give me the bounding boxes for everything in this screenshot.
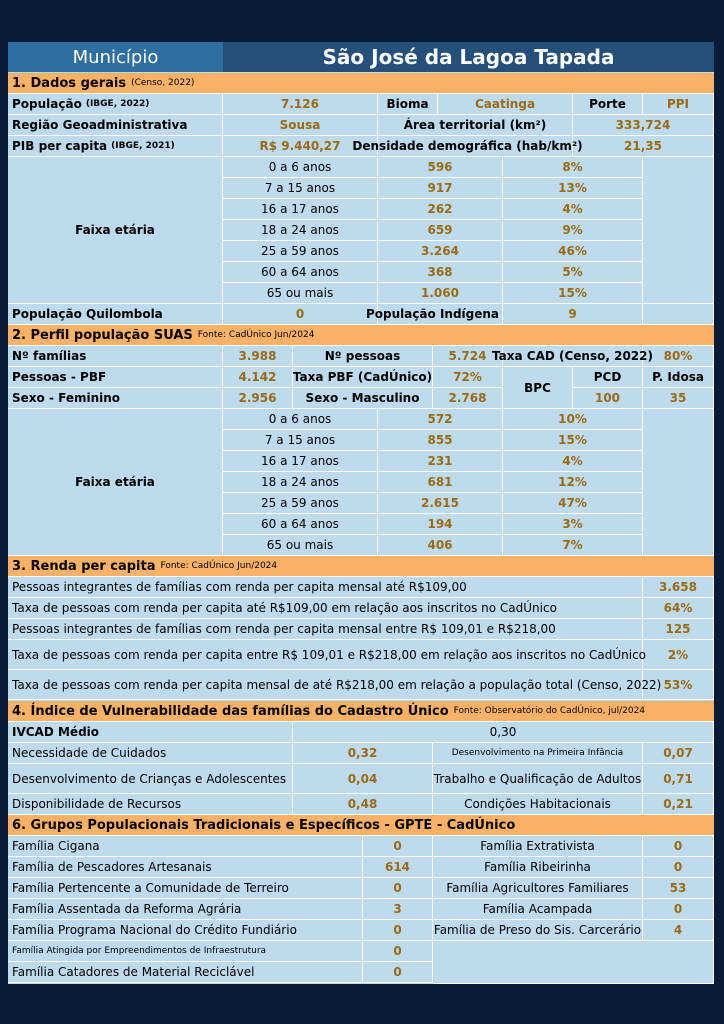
faixa-range: 16 a 17 anos [223, 451, 378, 472]
section-4-title: 4. Índice de Vulnerabilidade das famílias do Cadastro Único Fonte: Observatório do CadÚnico, jul/2024 [8, 701, 714, 722]
faixa-percent: 10% [503, 409, 643, 430]
faixa-count: 681 [378, 472, 503, 493]
regiao-value: Sousa [223, 115, 378, 136]
gpte-right-label: Família de Preso do Sis. Carcerário [433, 920, 643, 941]
municipio-label: Município [8, 42, 223, 72]
faixa-count: 596 [378, 157, 503, 178]
gpte-right-label: Família Acampada [433, 899, 643, 920]
densidade-value: 21,35 [573, 136, 714, 157]
faixa-spacer-2 [643, 409, 714, 556]
faixa-range: 60 a 64 anos [223, 262, 378, 283]
faixa-count: 231 [378, 451, 503, 472]
gpte-left-value: 0 [363, 920, 433, 941]
pessoas-label: Nº pessoas [293, 346, 433, 367]
faixa-percent: 7% [503, 535, 643, 556]
infancia-value: 0,07 [643, 743, 714, 764]
area-label: Área territorial (km²) [378, 115, 573, 136]
faixa-percent: 13% [503, 178, 643, 199]
taxa-cad-label: Taxa CAD (Censo, 2022) [503, 346, 643, 367]
densidade-label: Densidade demográfica (hab/km²) [363, 136, 573, 157]
gpte-right-value: 0 [643, 899, 714, 920]
gpte-left-label: Família Cigana [8, 836, 363, 857]
criancas-label: Desenvolvimento de Crianças e Adolescentes [8, 764, 293, 794]
gpte-left-value: 0 [363, 962, 433, 983]
section-3-title: 3. Renda per capita Fonte: CadÚnico Jun/2024 [8, 556, 714, 577]
renda-row-value: 125 [643, 619, 714, 640]
familias-label: Nº famílias [8, 346, 223, 367]
bioma-label: Bioma [378, 94, 438, 115]
gpte-left-value: 3 [363, 899, 433, 920]
faixa-range: 25 a 59 anos [223, 493, 378, 514]
gpte-left-value: 0 [363, 878, 433, 899]
feminino-value: 2.956 [223, 388, 293, 409]
faixa-range: 7 a 15 anos [223, 430, 378, 451]
faixa-percent: 15% [503, 283, 643, 304]
pidosa-label: P. Idosa [643, 367, 714, 388]
faixa-range: 18 a 24 anos [223, 472, 378, 493]
faixa-range: 65 ou mais [223, 283, 378, 304]
gpte-left-value: 0 [363, 836, 433, 857]
feminino-label: Sexo - Feminino [8, 388, 223, 409]
faixa-etaria-label-2: Faixa etária [8, 409, 223, 556]
pcd-label: PCD [573, 367, 643, 388]
gpte-right-label: Família Agricultores Familiares [433, 878, 643, 899]
faixa-count: 194 [378, 514, 503, 535]
renda-row-label: Taxa de pessoas com renda per capita até R$109,00 em relação aos inscritos no CadÚnico [8, 598, 643, 619]
faixa-range: 7 a 15 anos [223, 178, 378, 199]
trabalho-value: 0,71 [643, 764, 714, 794]
faixa-count: 2.615 [378, 493, 503, 514]
gpte-right-label: Família Extrativista [433, 836, 643, 857]
porte-label: Porte [573, 94, 643, 115]
pbf-value: 4.142 [223, 367, 293, 388]
gpte-right-value: 0 [643, 857, 714, 878]
taxa-pbf-value: 72% [433, 367, 503, 388]
faixa-percent: 3% [503, 514, 643, 535]
pidosa-value: 35 [643, 388, 714, 409]
bpc-label: BPC [503, 367, 573, 409]
faixa-count: 406 [378, 535, 503, 556]
habitacionais-value: 0,21 [643, 794, 714, 815]
faixa-percent: 46% [503, 241, 643, 262]
faixa-percent: 47% [503, 493, 643, 514]
gpte-left-label: Família Atingida por Empreendimentos de Infraestrutura [8, 941, 363, 962]
renda-row-label: Taxa de pessoas com renda per capita mensal de até R$218,00 em relação a população total (Censo, 2022) [8, 670, 643, 700]
pcd-value: 100 [573, 388, 643, 409]
section-1-title: 1. Dados gerais (Censo, 2022) [8, 73, 714, 94]
faixa-range: 60 a 64 anos [223, 514, 378, 535]
faixa-count: 855 [378, 430, 503, 451]
bioma-value: Caatinga [438, 94, 573, 115]
gpte-right-label: Família Ribeirinha [433, 857, 643, 878]
faixa-count: 917 [378, 178, 503, 199]
ivcad-value: 0,30 [293, 722, 714, 743]
infancia-label: Desenvolvimento na Primeira Infância [433, 743, 643, 764]
faixa-etaria-label: Faixa etária [8, 157, 223, 304]
faixa-count: 659 [378, 220, 503, 241]
faixa-spacer [643, 157, 714, 304]
gpte-left-label: Família Assentada da Reforma Agrária [8, 899, 363, 920]
gpte-right-value: 4 [643, 920, 714, 941]
recursos-label: Disponibilidade de Recursos [8, 794, 293, 815]
faixa-count: 262 [378, 199, 503, 220]
faixa-percent: 4% [503, 199, 643, 220]
gpte-left-label: Família Programa Nacional do Crédito Fundiário [8, 920, 363, 941]
porte-value: PPI [643, 94, 714, 115]
faixa-count: 3.264 [378, 241, 503, 262]
taxa-cad-value: 80% [643, 346, 714, 367]
indigena-label: População Indígena [363, 304, 503, 325]
gpte-left-label: Família de Pescadores Artesanais [8, 857, 363, 878]
pbf-label: Pessoas - PBF [8, 367, 223, 388]
section-2-title: 2. Perfil população SUAS Fonte: CadÚnico Jun/2024 [8, 325, 714, 346]
renda-row-value: 2% [643, 640, 714, 670]
faixa-count: 368 [378, 262, 503, 283]
faixa-range: 18 a 24 anos [223, 220, 378, 241]
empty-cell [643, 304, 714, 325]
quilombola-value: 0 [223, 304, 378, 325]
quilombola-label: População Quilombola [8, 304, 223, 325]
renda-row-label: Pessoas integrantes de famílias com renda per capita mensal até R$109,00 [8, 577, 643, 598]
renda-row-value: 3.658 [643, 577, 714, 598]
municipal-profile-sheet [8, 42, 714, 984]
renda-row-label: Taxa de pessoas com renda per capita entre R$ 109,01 e R$218,00 em relação aos inscritos no CadÚnico [8, 640, 643, 670]
pessoas-value: 5.724 [433, 346, 503, 367]
pib-value: R$ 9.440,27 [223, 136, 378, 157]
faixa-percent: 15% [503, 430, 643, 451]
habitacionais-label: Condições Habitacionais [433, 794, 643, 815]
trabalho-label: Trabalho e Qualificação de Adultos [433, 764, 643, 794]
ivcad-label: IVCAD Médio [8, 722, 293, 743]
populacao-value: 7.126 [223, 94, 378, 115]
gpte-left-value: 614 [363, 857, 433, 878]
gpte-empty-cell [433, 941, 714, 984]
masculino-value: 2.768 [433, 388, 503, 409]
masculino-label: Sexo - Masculino [293, 388, 433, 409]
gpte-right-value: 0 [643, 836, 714, 857]
faixa-percent: 5% [503, 262, 643, 283]
gpte-right-value: 53 [643, 878, 714, 899]
faixa-range: 16 a 17 anos [223, 199, 378, 220]
recursos-value: 0,48 [293, 794, 433, 815]
gpte-left-value: 0 [363, 941, 433, 962]
renda-row-label: Pessoas integrantes de famílias com renda per capita mensal entre R$ 109,01 e R$218,00 [8, 619, 643, 640]
criancas-value: 0,04 [293, 764, 433, 794]
faixa-range: 65 ou mais [223, 535, 378, 556]
indigena-value: 9 [503, 304, 643, 325]
pib-label: PIB per capita (IBGE, 2021) [8, 136, 223, 157]
gpte-left-label: Família Pertencente a Comunidade de Terreiro [8, 878, 363, 899]
municipio-name: São José da Lagoa Tapada [223, 42, 714, 72]
renda-row-value: 53% [643, 670, 714, 700]
faixa-range: 0 a 6 anos [223, 409, 378, 430]
taxa-pbf-label: Taxa PBF (CadÚnico) [293, 367, 433, 388]
renda-row-value: 64% [643, 598, 714, 619]
faixa-percent: 12% [503, 472, 643, 493]
section-6-title: 6. Grupos Populacionais Tradicionais e Específicos - GPTE - CadÚnico [8, 815, 714, 836]
faixa-percent: 9% [503, 220, 643, 241]
faixa-count: 1.060 [378, 283, 503, 304]
regiao-label: Região Geoadministrativa [8, 115, 223, 136]
cuidados-label: Necessidade de Cuidados [8, 743, 293, 764]
populacao-label: População (IBGE, 2022) [8, 94, 223, 115]
faixa-percent: 4% [503, 451, 643, 472]
cuidados-value: 0,32 [293, 743, 433, 764]
area-value: 333,724 [573, 115, 714, 136]
faixa-range: 25 a 59 anos [223, 241, 378, 262]
faixa-percent: 8% [503, 157, 643, 178]
faixa-range: 0 a 6 anos [223, 157, 378, 178]
familias-value: 3.988 [223, 346, 293, 367]
faixa-count: 572 [378, 409, 503, 430]
gpte-left-label: Família Catadores de Material Reciclável [8, 962, 363, 983]
